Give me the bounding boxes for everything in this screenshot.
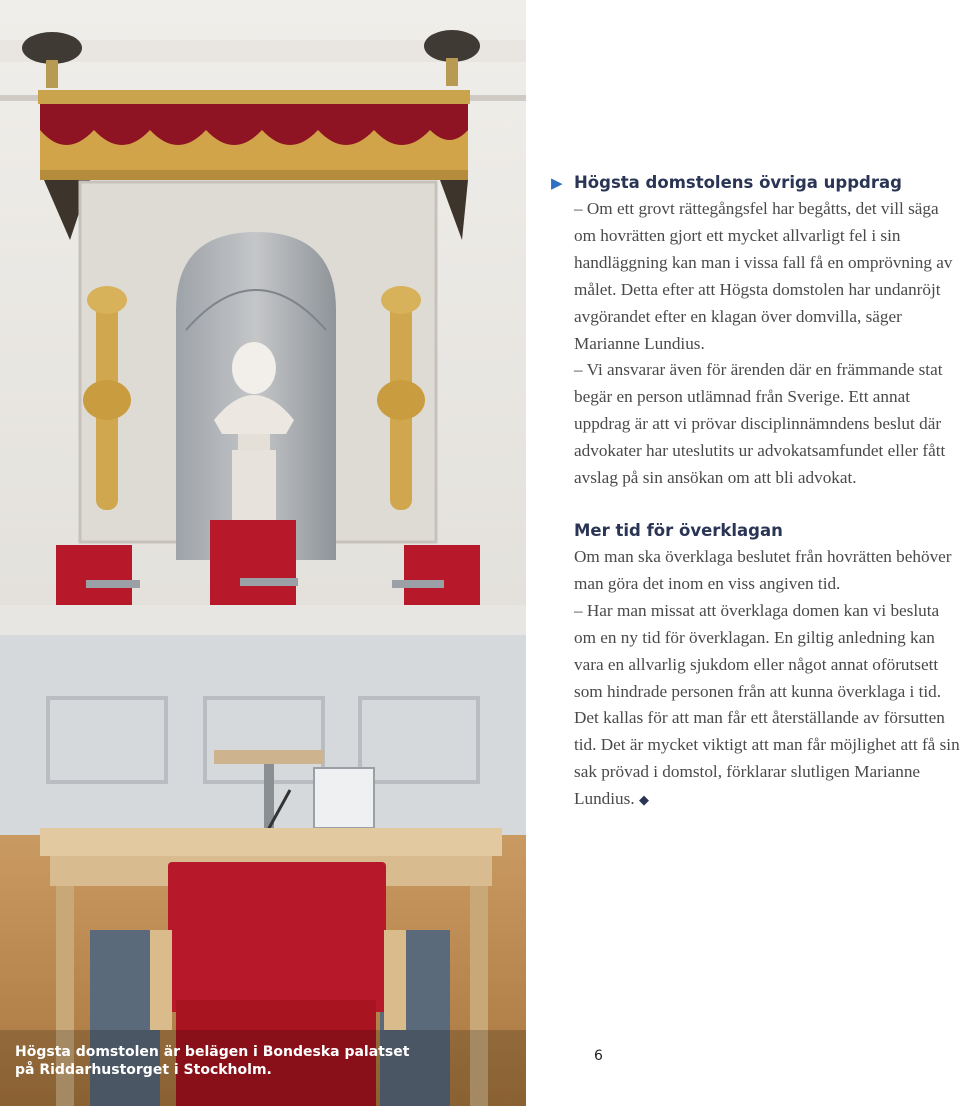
article-text <box>551 170 960 814</box>
diamond-end-icon: ◆ <box>638 792 649 808</box>
section1-paragraph: – Vi ansvarar även för ärenden där en främmande stat begär en person utlämnad från Sverige. Ett annat uppdrag är att vi prövar disciplinnämndens beslut där advokater har uteslutits ur advokatsamfundet eller fått avslag på sin ansökan om att bli advokat. <box>574 360 946 488</box>
caption-line-1: Högsta domstolen är belägen i Bondeska palatset <box>15 1044 410 1060</box>
section1-paragraph: – Om ett grovt rättegångsfel har begåtts, det vill säga om hovrätten gjort ett mycket allvarligt fel i sin handläggning kan man i vissa fall få en omprövning av målet. Detta efter att Högsta domstolen har undanröjt avgörandet efter en klagan över domvilla, säger Marianne Lundius. <box>574 199 953 353</box>
section-heading-other-duties <box>551 170 960 196</box>
judge-chair-center <box>210 520 298 605</box>
section-heading-more-time: Mer tid för överklagan <box>574 520 783 540</box>
section2-paragraph: Om man ska överklaga beslutet från hovrätten behöver man göra det inom en viss angiven tid. <box>574 546 952 593</box>
section1-heading-text: Högsta domstolens övriga uppdrag <box>574 173 902 192</box>
judge-chair-left <box>56 545 140 605</box>
section2-paragraph-text: – Har man missat att överklaga domen kan vi besluta om en ny tid för överklagan. En giltig anledning kan vara en allvarlig sjukdom eller något annat oförutsett som hindrade personen från att kunna överklaga i tid. Det kallas för att man får ett återställande av försutten tid. Det är mycket viktigt att man får möjlighet att få sin sak prövad i domstol, förklarar slutligen Marianne Lundius. <box>574 600 960 809</box>
arrow-right-icon: ▶ <box>551 174 563 192</box>
section2-paragraph <box>574 598 960 814</box>
judges-bench <box>0 605 526 835</box>
page-number: 6 <box>594 1048 603 1064</box>
judge-chair-right <box>392 545 480 605</box>
section-more-time <box>574 518 960 814</box>
photo-caption <box>15 1043 415 1079</box>
caption-line-2: på Riddarhustorget i Stockholm. <box>15 1062 272 1078</box>
